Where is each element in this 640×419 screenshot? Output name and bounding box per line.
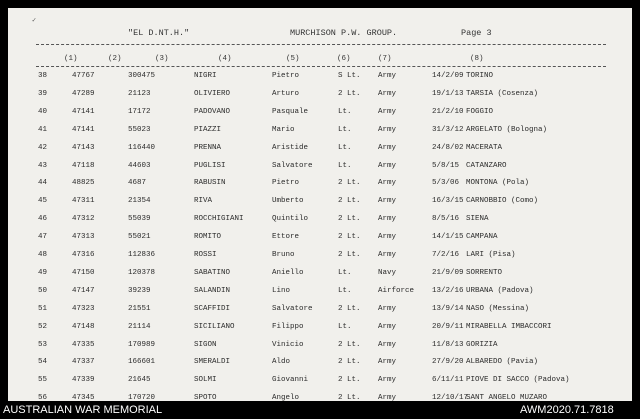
given-name-cell: Pasquale <box>272 107 309 116</box>
birthplace-cell: ARGELATO (Bologna) <box>466 125 548 134</box>
row-number-cell: 50 <box>38 286 48 295</box>
document-header-left: "EL D.NT.H." <box>128 28 190 38</box>
service-number-cell: 47323 <box>72 304 95 313</box>
service-number-cell: 47118 <box>72 161 95 170</box>
surname-cell: RABUSIN <box>194 179 226 188</box>
birth-date-cell: 8/5/16 <box>432 215 460 224</box>
service-cell: Airforce <box>378 286 415 295</box>
serial-number-cell: 44603 <box>128 161 151 170</box>
table-row <box>8 179 632 196</box>
birth-date-cell: 14/2/09 <box>432 72 464 80</box>
birthplace-cell: MACERATA <box>466 143 503 152</box>
birth-date-cell: 27/9/20 <box>432 358 464 367</box>
row-number-cell: 45 <box>38 197 48 206</box>
given-name-cell: Ettore <box>272 233 300 242</box>
birthplace-cell: PIOVE DI SACCO (Padova) <box>466 376 570 385</box>
serial-number-cell: 21123 <box>128 89 151 98</box>
column-header-1: (1) <box>64 55 78 63</box>
serial-number-cell: 17172 <box>128 107 151 116</box>
row-number-cell: 39 <box>38 89 48 98</box>
service-cell: Army <box>378 215 397 224</box>
footer-reference: AWM2020.71.7818 <box>520 404 614 416</box>
serial-number-cell: 4687 <box>128 179 147 188</box>
serial-number-cell: 55039 <box>128 215 151 224</box>
birth-date-cell: 21/9/09 <box>432 268 464 277</box>
birth-date-cell: 11/8/13 <box>432 340 464 349</box>
row-number-cell: 44 <box>38 179 48 188</box>
given-name-cell: Salvatore <box>272 161 313 170</box>
given-name-cell: Umberto <box>272 197 304 206</box>
serial-number-cell: 21551 <box>128 304 151 313</box>
table-row <box>8 72 632 89</box>
given-name-cell: Quintilo <box>272 215 309 224</box>
column-header-divider <box>36 66 606 67</box>
rank-cell: S Lt. <box>338 72 361 80</box>
birthplace-cell: TARSIA (Cosenza) <box>466 89 539 98</box>
surname-cell: ROMITO <box>194 233 222 242</box>
row-number-cell: 47 <box>38 233 48 242</box>
surname-cell: PRENNA <box>194 143 222 152</box>
birth-date-cell: 7/2/16 <box>432 251 460 259</box>
birth-date-cell: 13/9/14 <box>432 304 464 313</box>
birthplace-cell: MONTONA (Pola) <box>466 179 530 188</box>
surname-cell: ROCCHIGIANI <box>194 215 244 224</box>
row-number-cell: 49 <box>38 268 48 277</box>
rank-cell: 2 Lt. <box>338 394 361 401</box>
birthplace-cell: NASO (Messina) <box>466 304 530 313</box>
rank-cell: 2 Lt. <box>338 179 361 188</box>
given-name-cell: Giovanni <box>272 376 309 385</box>
surname-cell: PADOVANO <box>194 107 231 116</box>
birthplace-cell: SANT ANGELO MUZARO <box>466 394 548 401</box>
table-row <box>8 376 632 393</box>
birthplace-cell: SIENA <box>466 215 489 224</box>
table-row <box>8 305 632 322</box>
table-row <box>8 144 632 161</box>
service-number-cell: 47311 <box>72 197 95 206</box>
service-number-cell: 47767 <box>72 72 95 80</box>
row-number-cell: 41 <box>38 125 48 134</box>
serial-number-cell: 21114 <box>128 322 151 331</box>
service-number-cell: 47345 <box>72 394 95 401</box>
column-header-7: (7) <box>378 55 392 63</box>
birthplace-cell: FOGGIO <box>466 107 494 116</box>
footer-source: AUSTRALIAN WAR MEMORIAL <box>3 404 163 416</box>
row-number-cell: 55 <box>38 376 48 385</box>
birthplace-cell: URBANA (Padova) <box>466 286 534 295</box>
serial-number-cell: 170989 <box>128 340 156 349</box>
surname-cell: SABATINO <box>194 268 231 277</box>
birth-date-cell: 13/2/16 <box>432 286 464 295</box>
birthplace-cell: CAMPANA <box>466 233 498 242</box>
birth-date-cell: 6/11/11 <box>432 376 464 385</box>
row-number-cell: 42 <box>38 143 48 152</box>
column-header-5: (5) <box>286 55 300 63</box>
rank-cell: 2 Lt. <box>338 233 361 242</box>
table-row <box>8 90 632 107</box>
serial-number-cell: 300475 <box>128 72 156 80</box>
birthplace-cell: ALBAREDO (Pavia) <box>466 358 539 367</box>
table-row <box>8 215 632 232</box>
table-row <box>8 269 632 286</box>
service-number-cell: 47337 <box>72 358 95 367</box>
service-cell: Army <box>378 340 397 349</box>
rank-cell: Lt. <box>338 143 352 152</box>
table-row <box>8 233 632 250</box>
given-name-cell: Angelo <box>272 394 300 401</box>
birth-date-cell: 16/3/15 <box>432 197 464 206</box>
service-cell: Army <box>378 376 397 385</box>
rank-cell: 2 Lt. <box>338 340 361 349</box>
given-name-cell: Filippo <box>272 322 304 331</box>
birth-date-cell: 12/10/17 <box>432 394 469 401</box>
service-cell: Army <box>378 179 397 188</box>
serial-number-cell: 116440 <box>128 143 156 152</box>
row-number-cell: 38 <box>38 72 48 80</box>
given-name-cell: Aldo <box>272 358 291 367</box>
service-number-cell: 47143 <box>72 143 95 152</box>
service-number-cell: 47150 <box>72 268 95 277</box>
document-header-title: MURCHISON P.W. GROUP. <box>290 28 398 38</box>
column-header-2: (2) <box>108 55 122 63</box>
surname-cell: RIVA <box>194 197 213 206</box>
birthplace-cell: CATANZARO <box>466 161 507 170</box>
service-number-cell: 47141 <box>72 125 95 134</box>
surname-cell: PUGLISI <box>194 161 226 170</box>
rank-cell: 2 Lt. <box>338 304 361 313</box>
row-number-cell: 51 <box>38 304 48 313</box>
birth-date-cell: 19/1/13 <box>432 89 464 98</box>
birth-date-cell: 14/1/15 <box>432 233 464 242</box>
table-row <box>8 197 632 214</box>
column-header-6: (6) <box>337 55 351 63</box>
surname-cell: OLIVIERO <box>194 89 231 98</box>
serial-number-cell: 166601 <box>128 358 156 367</box>
given-name-cell: Mario <box>272 125 295 134</box>
table-row <box>8 287 632 304</box>
birth-date-cell: 24/8/02 <box>432 143 464 152</box>
rank-cell: Lt. <box>338 125 352 134</box>
service-number-cell: 47335 <box>72 340 95 349</box>
service-number-cell: 47148 <box>72 322 95 331</box>
surname-cell: SCAFFIDI <box>194 304 231 313</box>
surname-cell: SOLMI <box>194 376 217 385</box>
rank-cell: Lt. <box>338 161 352 170</box>
service-cell: Army <box>378 72 397 80</box>
serial-number-cell: 55023 <box>128 125 151 134</box>
given-name-cell: Pietro <box>272 72 300 80</box>
serial-number-cell: 120378 <box>128 268 156 277</box>
given-name-cell: Salvatore <box>272 304 313 313</box>
service-cell: Army <box>378 251 397 259</box>
surname-cell: SALANDIN <box>194 286 231 295</box>
rank-cell: 2 Lt. <box>338 197 361 206</box>
given-name-cell: Bruno <box>272 251 295 259</box>
given-name-cell: Aniello <box>272 268 304 277</box>
service-cell: Army <box>378 197 397 206</box>
column-header-3: (3) <box>155 55 169 63</box>
rank-cell: Lt. <box>338 322 352 331</box>
service-cell: Army <box>378 322 397 331</box>
service-number-cell: 47316 <box>72 251 95 259</box>
service-cell: Navy <box>378 268 397 277</box>
given-name-cell: Vinicio <box>272 340 304 349</box>
service-number-cell: 47289 <box>72 89 95 98</box>
service-number-cell: 47147 <box>72 286 95 295</box>
birthplace-cell: SORRENTO <box>466 268 503 277</box>
service-cell: Army <box>378 107 397 116</box>
document-sheet <box>8 8 632 401</box>
rank-cell: 2 Lt. <box>338 251 361 259</box>
service-number-cell: 47312 <box>72 215 95 224</box>
rank-cell: 2 Lt. <box>338 89 361 98</box>
row-number-cell: 46 <box>38 215 48 224</box>
service-cell: Army <box>378 143 397 152</box>
serial-number-cell: 21354 <box>128 197 151 206</box>
service-cell: Army <box>378 394 397 401</box>
birth-date-cell: 5/3/06 <box>432 179 460 188</box>
birth-date-cell: 20/9/11 <box>432 322 464 331</box>
rank-cell: 2 Lt. <box>338 376 361 385</box>
table-row <box>8 323 632 340</box>
birthplace-cell: MIRABELLA IMBACCORI <box>466 322 552 331</box>
service-number-cell: 47313 <box>72 233 95 242</box>
service-number-cell: 48825 <box>72 179 95 188</box>
surname-cell: SICILIANO <box>194 322 235 331</box>
table-row <box>8 341 632 358</box>
corner-mark-icon: ✓ <box>32 17 37 25</box>
row-number-cell: 48 <box>38 251 48 259</box>
service-cell: Army <box>378 89 397 98</box>
surname-cell: NIGRI <box>194 72 217 80</box>
service-number-cell: 47339 <box>72 376 95 385</box>
service-cell: Army <box>378 125 397 134</box>
page-number: Page 3 <box>461 28 492 38</box>
table-row <box>8 251 632 268</box>
service-cell: Army <box>378 233 397 242</box>
given-name-cell: Arturo <box>272 89 300 98</box>
birthplace-cell: GORIZIA <box>466 340 498 349</box>
given-name-cell: Pietro <box>272 179 300 188</box>
rank-cell: Lt. <box>338 107 352 116</box>
rank-cell: 2 Lt. <box>338 358 361 367</box>
serial-number-cell: 170720 <box>128 394 156 401</box>
serial-number-cell: 39239 <box>128 286 151 295</box>
column-header-4: (4) <box>218 55 232 63</box>
row-number-cell: 53 <box>38 340 48 349</box>
table-row <box>8 394 632 401</box>
column-header-8: (8) <box>470 55 484 63</box>
surname-cell: PIAZZI <box>194 125 222 134</box>
surname-cell: SPOTO <box>194 394 217 401</box>
service-number-cell: 47141 <box>72 107 95 116</box>
row-number-cell: 40 <box>38 107 48 116</box>
table-row <box>8 126 632 143</box>
header-divider <box>36 44 606 45</box>
table-row <box>8 162 632 179</box>
surname-cell: SIGON <box>194 340 217 349</box>
birthplace-cell: TORINO <box>466 72 494 80</box>
row-number-cell: 52 <box>38 322 48 331</box>
serial-number-cell: 21645 <box>128 376 151 385</box>
birth-date-cell: 5/8/15 <box>432 161 460 170</box>
row-number-cell: 43 <box>38 161 48 170</box>
birthplace-cell: CARNOBBIO (Como) <box>466 197 539 206</box>
surname-cell: ROSSI <box>194 251 217 259</box>
service-cell: Army <box>378 304 397 313</box>
table-row <box>8 358 632 375</box>
given-name-cell: Aristide <box>272 143 309 152</box>
rank-cell: Lt. <box>338 286 352 295</box>
birthplace-cell: LARI (Pisa) <box>466 251 516 259</box>
row-number-cell: 56 <box>38 394 48 401</box>
row-number-cell: 54 <box>38 358 48 367</box>
birth-date-cell: 31/3/12 <box>432 125 464 134</box>
surname-cell: SMERALDI <box>194 358 231 367</box>
rank-cell: Lt. <box>338 268 352 277</box>
rank-cell: 2 Lt. <box>338 215 361 224</box>
birth-date-cell: 21/2/10 <box>432 107 464 116</box>
serial-number-cell: 55021 <box>128 233 151 242</box>
serial-number-cell: 112836 <box>128 251 156 259</box>
service-cell: Army <box>378 161 397 170</box>
table-row <box>8 108 632 125</box>
given-name-cell: Lino <box>272 286 291 295</box>
service-cell: Army <box>378 358 397 367</box>
